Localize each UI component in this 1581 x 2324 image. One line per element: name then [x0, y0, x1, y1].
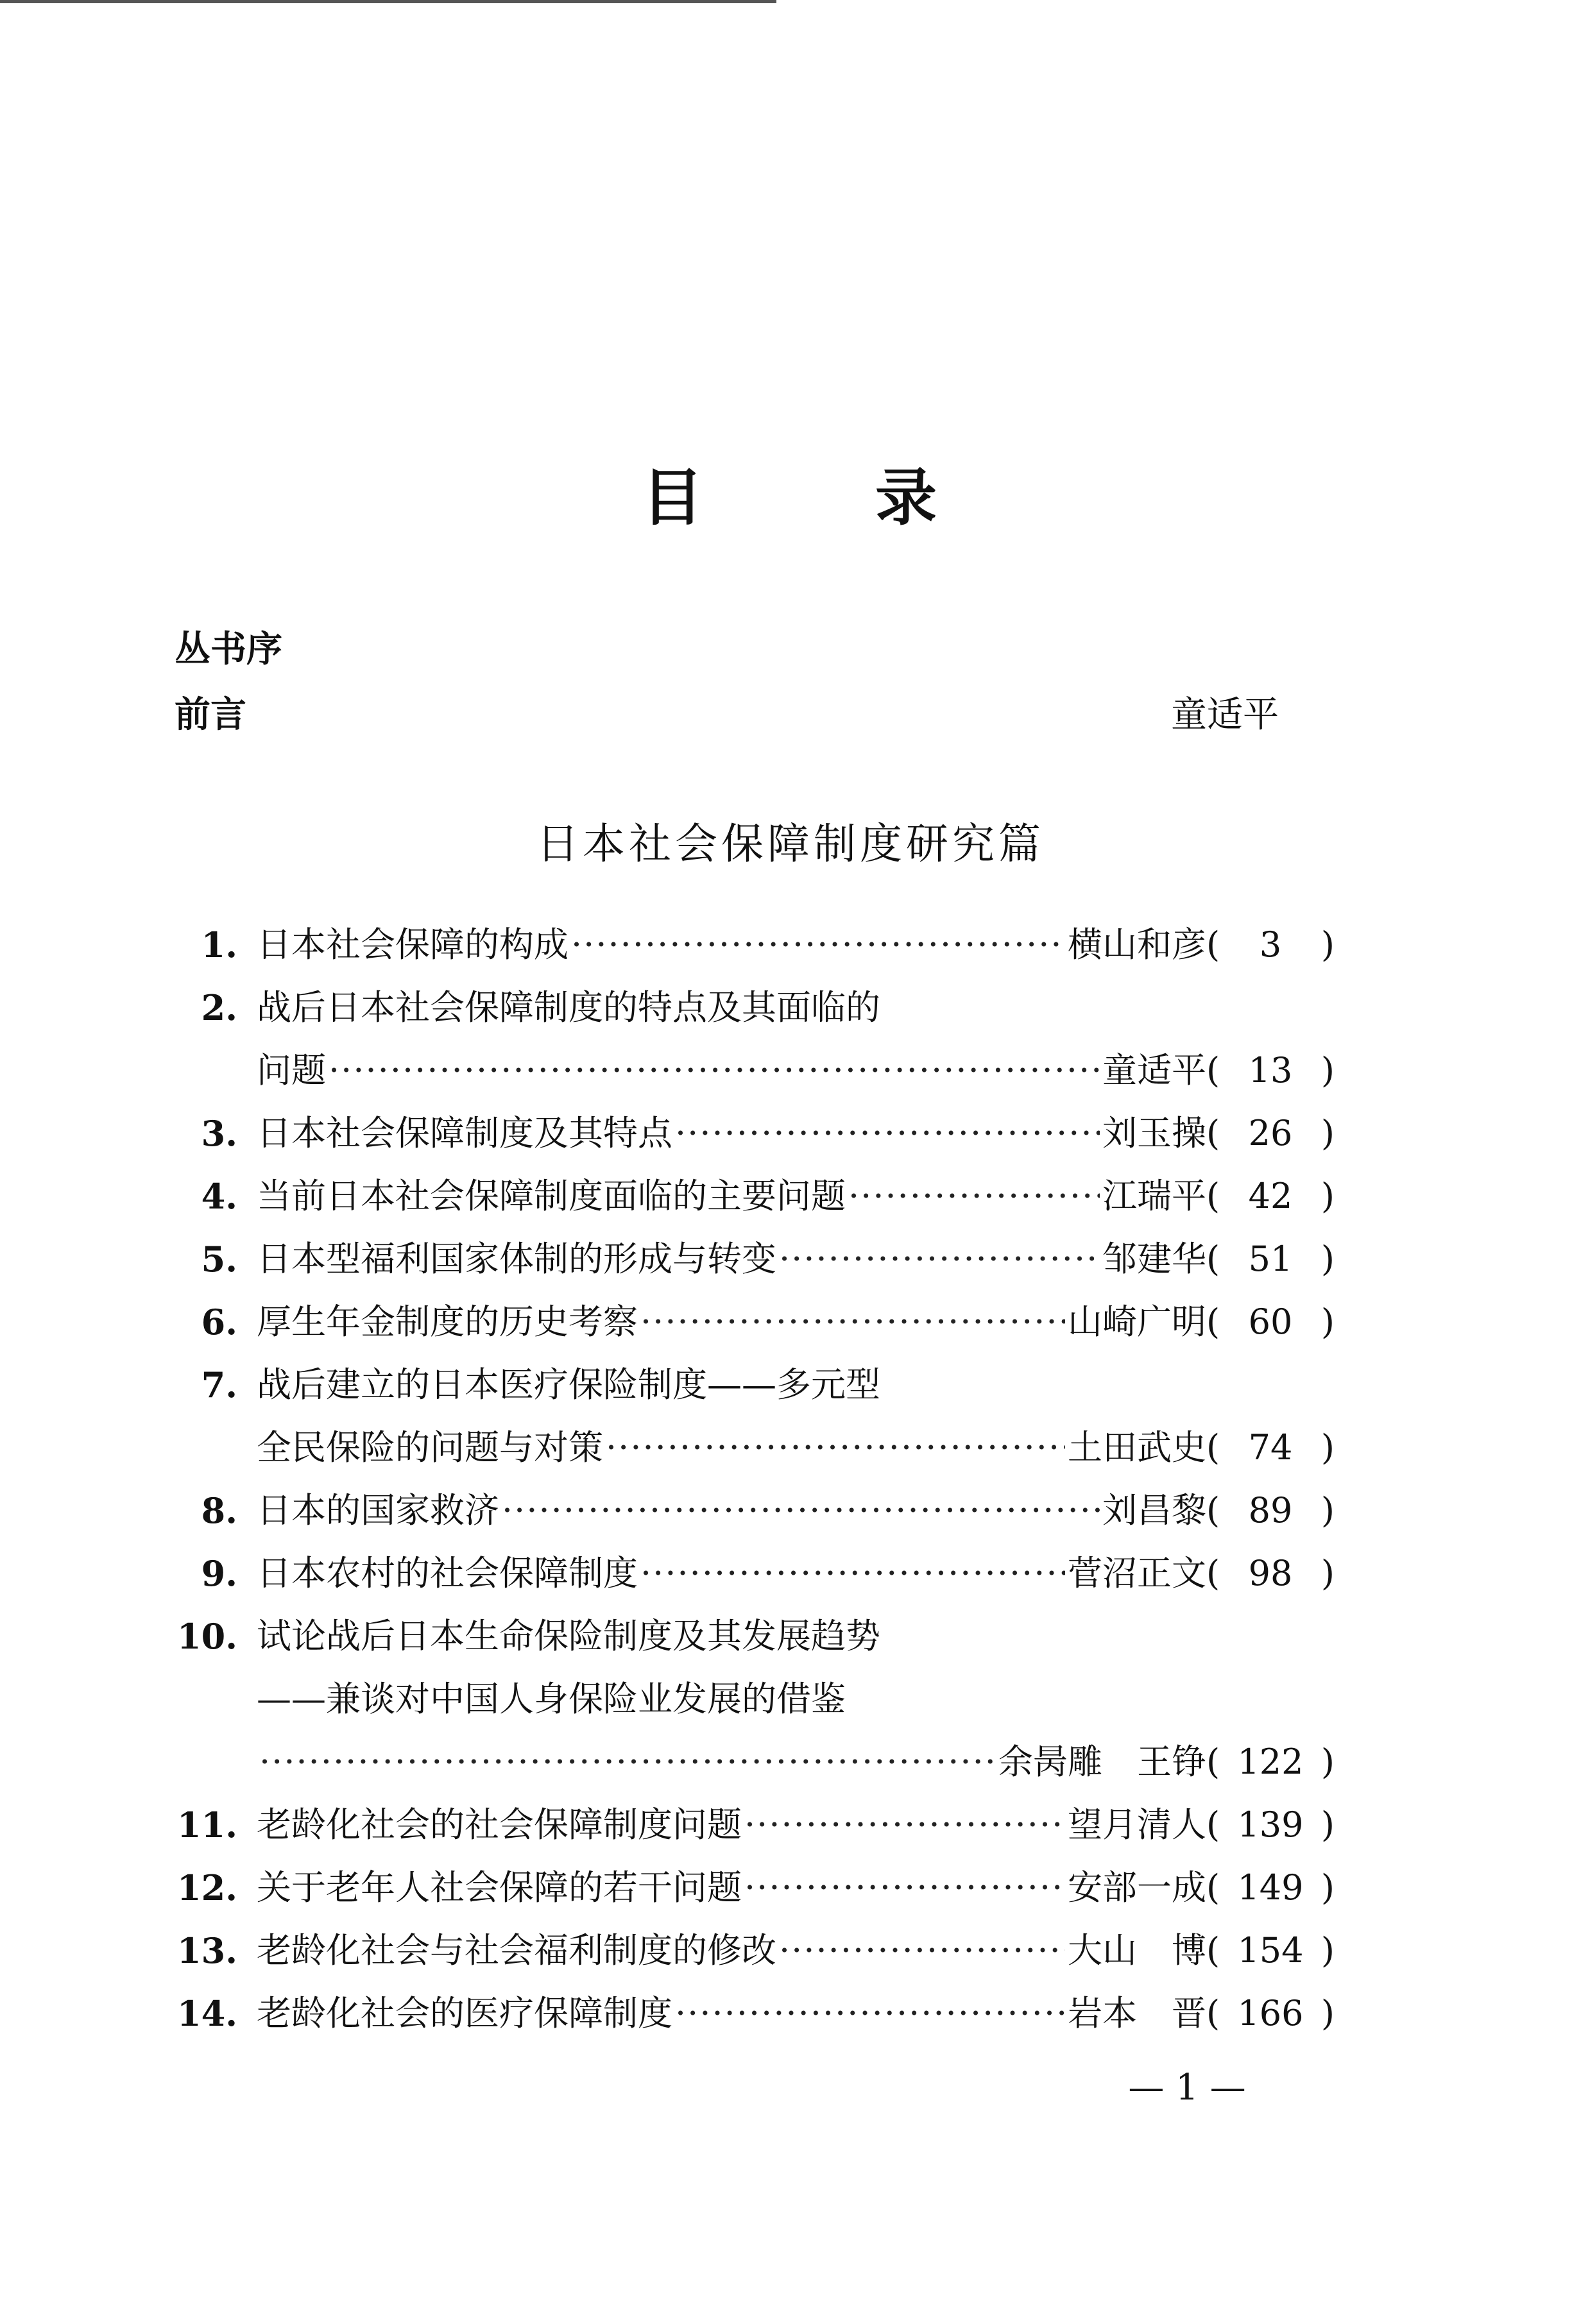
toc-page-open-paren: (	[1206, 1804, 1220, 1845]
toc-leader-dots	[675, 1982, 1065, 2045]
toc-entry-page	[1206, 1542, 1335, 1605]
toc-page-open-paren: (	[1206, 1490, 1220, 1531]
toc-page-value: 149	[1237, 1867, 1304, 1908]
toc-leader-dots	[259, 1731, 996, 1794]
page-number: — 1 —	[1128, 2067, 1246, 2108]
toc-entry-number: 9.	[201, 1553, 237, 1594]
toc-page-value: 13	[1248, 1050, 1293, 1090]
toc-page-close-paren: )	[1320, 1867, 1335, 1908]
toc-row	[160, 976, 1335, 1039]
toc-entry-title: 老龄化社会的医疗保障制度	[257, 1993, 672, 2033]
toc-leader-dots	[329, 1039, 1100, 1102]
toc-entry-author: 刘昌黎	[1102, 1490, 1206, 1531]
toc-entry-number: 1.	[201, 924, 237, 965]
toc-page-value: 51	[1248, 1239, 1293, 1279]
title-char-2: 录	[875, 462, 937, 534]
toc-entry-title: 日本社会保障的构成	[257, 924, 568, 965]
toc-entry-author: 土田武史	[1068, 1427, 1206, 1468]
toc-row	[160, 1102, 1335, 1165]
toc-row	[160, 1416, 1335, 1479]
toc-page-open-paren: (	[1206, 1239, 1220, 1279]
title-char-1: 目	[642, 462, 703, 534]
toc-page-open-paren: (	[1206, 1553, 1220, 1593]
toc-entry-page	[1206, 1416, 1335, 1479]
toc-entry-number: 4.	[201, 1176, 237, 1217]
toc-row	[160, 1228, 1335, 1291]
toc-page-close-paren: )	[1320, 1804, 1335, 1845]
toc-entry-title: 全民保险的问题与对策	[257, 1427, 603, 1468]
toc-leader-dots	[571, 913, 1065, 976]
toc-page-value: 98	[1248, 1553, 1293, 1593]
toc-entry-number: 7.	[201, 1364, 237, 1405]
toc-page-value: 89	[1248, 1490, 1293, 1531]
preface-label: 前言	[175, 694, 246, 736]
toc-entry-author: 岩本 晋	[1068, 1993, 1206, 2033]
toc-row	[160, 1982, 1335, 2045]
toc-entry-title: 日本的国家救济	[257, 1490, 499, 1531]
toc-page-value: 154	[1237, 1930, 1304, 1971]
toc-entry-title: 日本社会保障制度及其特点	[257, 1113, 672, 1153]
toc-entry-number: 10.	[177, 1616, 237, 1657]
toc-leader-dots	[675, 1102, 1100, 1165]
toc-entry-title: 关于老年人社会保障的若干问题	[257, 1867, 742, 1908]
toc-page-open-paren: (	[1206, 1867, 1220, 1908]
toc-row	[160, 1353, 1335, 1416]
scan-top-rule	[0, 0, 776, 3]
toc-entry-number: 6.	[201, 1302, 237, 1343]
toc-entry-title: 老龄化社会与社会福利制度的修改	[257, 1930, 776, 1971]
toc-page-open-paren: (	[1206, 1742, 1220, 1782]
toc-entry-number: 12.	[177, 1867, 237, 1908]
toc-leader-dots	[640, 1542, 1065, 1605]
toc-entry-page	[1206, 1102, 1335, 1165]
toc-page-open-paren: (	[1206, 1113, 1220, 1153]
toc-page-open-paren: (	[1206, 1427, 1220, 1468]
toc-entry-page	[1206, 1479, 1335, 1542]
toc-leader-dots	[779, 1228, 1100, 1291]
toc-entry-author: 邹建华	[1102, 1239, 1206, 1279]
toc-page-open-paren: (	[1206, 1176, 1220, 1216]
toc-leader-dots	[502, 1479, 1100, 1542]
toc-entry-author: 大山 博	[1068, 1930, 1206, 1971]
toc-entry-author: 山崎广明	[1068, 1302, 1206, 1342]
toc-entry-title: 厚生年金制度的历史考察	[257, 1302, 638, 1342]
toc-page-value: 166	[1237, 1993, 1304, 2033]
toc-entry-author: 刘玉操	[1102, 1113, 1206, 1153]
series-preface-label: 丛书序	[175, 629, 282, 670]
toc-page-open-paren: (	[1206, 1993, 1220, 2033]
toc-leader-dots	[640, 1291, 1065, 1353]
toc-leader-dots	[848, 1165, 1100, 1228]
toc-entry-number: 2.	[201, 987, 237, 1028]
toc-entry-title: ——兼谈对中国人身保险业发展的借鉴	[257, 1679, 846, 1719]
toc-entry-page	[1206, 913, 1335, 976]
toc-entry-page	[1206, 1856, 1335, 1919]
toc-leader-dots	[779, 1919, 1065, 1982]
toc-page-value: 42	[1248, 1176, 1293, 1216]
toc-entry-author: 江瑞平	[1102, 1176, 1206, 1216]
toc-page-value: 60	[1248, 1302, 1293, 1342]
toc-page-value: 139	[1237, 1804, 1304, 1845]
toc-entry-title: 当前日本社会保障制度面临的主要问题	[257, 1176, 846, 1216]
toc-entry-page	[1206, 1165, 1335, 1228]
toc-leader-dots	[744, 1856, 1065, 1919]
toc-entry-title: 战后建立的日本医疗保险制度——多元型	[257, 1364, 880, 1405]
toc-row	[160, 913, 1335, 976]
toc-entry-title: 试论战后日本生命保险制度及其发展趋势	[257, 1616, 880, 1656]
toc-page-value: 3	[1259, 924, 1282, 965]
toc-leader-dots	[606, 1416, 1065, 1479]
toc-page-open-paren: (	[1206, 924, 1220, 965]
toc-page-value: 122	[1237, 1742, 1304, 1782]
toc-row	[160, 1165, 1335, 1228]
toc-page-open-paren: (	[1206, 1302, 1220, 1342]
toc-entry-number: 13.	[177, 1930, 237, 1971]
toc-entry-author: 望月清人	[1068, 1804, 1206, 1845]
toc-page-close-paren: )	[1320, 1742, 1335, 1782]
table-of-contents	[160, 913, 1335, 2045]
toc-row	[160, 1479, 1335, 1542]
toc-row	[160, 1731, 1335, 1794]
toc-row	[160, 1668, 1335, 1731]
toc-entry-page	[1206, 1794, 1335, 1856]
toc-entry-number: 14.	[177, 1993, 237, 2034]
toc-page-value: 26	[1248, 1113, 1293, 1153]
toc-entry-page	[1206, 1039, 1335, 1102]
toc-entry-number: 11.	[177, 1804, 237, 1845]
toc-page-close-paren: )	[1320, 1490, 1335, 1531]
toc-page-value: 74	[1248, 1427, 1293, 1468]
toc-entry-title: 问题	[257, 1050, 326, 1090]
toc-page-close-paren: )	[1320, 1930, 1335, 1971]
toc-page-close-paren: )	[1320, 1176, 1335, 1216]
toc-entry-author: 菅沼正文	[1068, 1553, 1206, 1593]
toc-entry-page	[1206, 1982, 1335, 2045]
toc-entry-author: 横山和彦	[1068, 924, 1206, 965]
preface-author: 童适平	[1171, 694, 1279, 736]
toc-entry-title: 日本型福利国家体制的形成与转变	[257, 1239, 776, 1279]
toc-entry-page	[1206, 1731, 1335, 1794]
toc-entry-author: 童适平	[1102, 1050, 1206, 1090]
toc-entry-page	[1206, 1919, 1335, 1982]
toc-entry-page	[1206, 1291, 1335, 1353]
toc-entry-author: 余昺雕 王铮	[998, 1742, 1206, 1782]
toc-leader-dots	[744, 1794, 1065, 1856]
toc-entry-author: 安部一成	[1068, 1867, 1206, 1908]
toc-entry-title: 老龄化社会的社会保障制度问题	[257, 1804, 742, 1845]
toc-page-close-paren: )	[1320, 1113, 1335, 1153]
toc-row	[160, 1856, 1335, 1919]
toc-row	[160, 1542, 1335, 1605]
toc-row	[160, 1291, 1335, 1353]
toc-page-close-paren: )	[1320, 1050, 1335, 1090]
toc-page-open-paren: (	[1206, 1050, 1220, 1090]
toc-entry-title: 战后日本社会保障制度的特点及其面临的	[257, 987, 880, 1028]
toc-page-close-paren: )	[1320, 1302, 1335, 1342]
toc-page-open-paren: (	[1206, 1930, 1220, 1971]
toc-page-close-paren: )	[1320, 1427, 1335, 1468]
toc-entry-number: 3.	[201, 1113, 237, 1154]
toc-row	[160, 1794, 1335, 1856]
toc-page-close-paren: )	[1320, 924, 1335, 965]
toc-row	[160, 1039, 1335, 1102]
toc-row	[160, 1919, 1335, 1982]
toc-entry-number: 8.	[201, 1490, 237, 1531]
toc-page-close-paren: )	[1320, 1553, 1335, 1593]
toc-page-close-paren: )	[1320, 1239, 1335, 1279]
toc-entry-title: 日本农村的社会保障制度	[257, 1553, 638, 1593]
toc-entry-page	[1206, 1228, 1335, 1291]
toc-page-close-paren: )	[1320, 1993, 1335, 2033]
section-heading: 日本社会保障制度研究篇	[536, 819, 1045, 869]
toc-row	[160, 1605, 1335, 1668]
page-title	[642, 449, 937, 537]
toc-entry-number: 5.	[201, 1239, 237, 1280]
